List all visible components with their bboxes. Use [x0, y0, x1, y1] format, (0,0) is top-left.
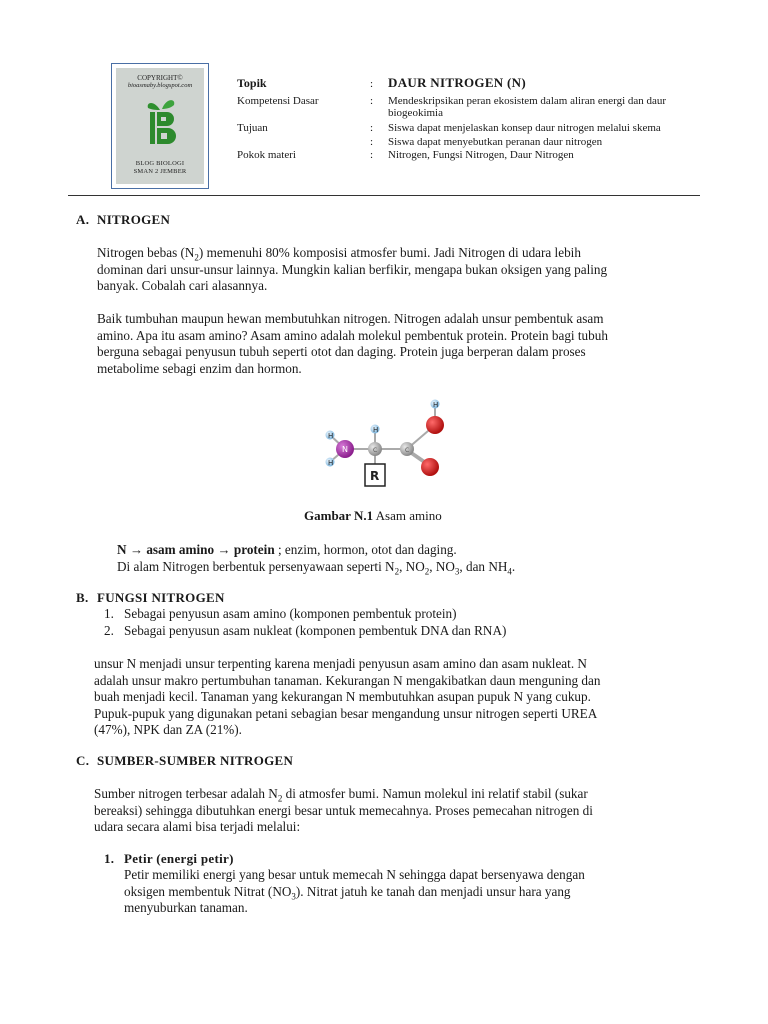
header-colon: : — [370, 149, 374, 161]
text-run: Sumber nitrogen terbesar adalah N — [94, 786, 278, 801]
section-b-paragraph — [94, 656, 704, 739]
subscript: 3 — [454, 566, 460, 577]
list-number: 2. — [104, 623, 114, 638]
section-b-marker: B. — [76, 590, 89, 605]
atom-label-h: H — [433, 401, 439, 409]
para1-line2: dominan dari unsur-unsur lainnya. Mungkin kalian berfikir, mengapa bukan oksigen yang paling — [97, 261, 608, 277]
paragraph-line: adalah unsur makro pertumbuhan tanaman. Kekurangan N mengakibatkan daun menguning dan — [94, 672, 601, 688]
paragraph-line: unsur N menjadi unsur terpenting karena menjadi penyusun asam amino dan asam nukleat. N — [94, 656, 587, 671]
para1-line1 — [97, 245, 697, 262]
subsection-paragraph — [124, 867, 704, 917]
paragraph-line: udara secara alami bisa terjadi melalui: — [94, 819, 301, 834]
section-c-paragraph — [94, 786, 704, 836]
subscript: 2 — [277, 793, 283, 804]
header-colon: : — [370, 122, 374, 134]
section-a-title: NITROGEN — [97, 212, 171, 227]
subscript: 2 — [424, 566, 430, 577]
header-value-kompetensi: Mendeskripsikan peran ekosistem dalam aliran energi dan daur biogeokimia — [388, 95, 667, 119]
header-divider — [68, 195, 700, 196]
subscript: 2 — [394, 566, 400, 577]
oxygen-atom — [421, 458, 439, 476]
caption-text: Asam amino — [373, 508, 442, 523]
header-value-pokok: Nitrogen, Fungsi Nitrogen, Daur Nitrogen — [388, 149, 574, 161]
logo-panel — [116, 68, 204, 184]
text-run: oksigen membentuk Nitrat (NO — [124, 883, 292, 899]
paragraph-line: Pupuk-pupuk yang digunakan petani sebagian besar mengandung unsur nitrogen seperti UREA — [94, 705, 598, 721]
nitrogen-chain — [117, 542, 697, 559]
section-c-title: SUMBER-SUMBER NITROGEN — [97, 753, 294, 768]
subscript: 3 — [291, 891, 296, 902]
blog-logo — [111, 63, 209, 189]
atom-label-h: H — [373, 426, 379, 434]
caption-bold: Gambar N.1 — [304, 508, 374, 523]
header-colon: : — [370, 78, 374, 90]
atom-label-c: C — [405, 447, 410, 454]
atom-label-n: N — [342, 445, 348, 454]
subscript: 4 — [507, 566, 512, 577]
header-colon: : — [370, 95, 374, 107]
header-value-tujuan-2: Siswa dapat menyebutkan peranan daur nitrogen — [388, 136, 603, 148]
paragraph-line — [94, 786, 704, 803]
list-item: Sebagai penyusun asam amino (komponen pembentuk protein) — [124, 606, 457, 621]
text-run: ) memenuhi 80% komposisi atmosfer bumi. Jadi Nitrogen di udara lebih — [198, 245, 581, 260]
atom-label-h: H — [328, 459, 334, 467]
header-value-topik: DAUR NITROGEN (N) — [388, 75, 526, 90]
list-item: Sebagai penyusun asam nukleat (komponen pembentuk DNA dan RNA) — [124, 623, 507, 638]
section-b-title: FUNGSI NITROGEN — [97, 590, 225, 605]
text-run: , NO — [429, 559, 455, 574]
header-key-pokok: Pokok materi — [237, 149, 296, 161]
paragraph-line: (47%), NPK dan ZA (21%). — [94, 722, 242, 737]
header-key-kompetensi: Kompetensi Dasar — [237, 95, 319, 107]
header-key-tujuan: Tujuan — [237, 122, 268, 134]
text-run: ). Nitrat jatuh ke tanah dan menjadi unsur hara yang — [295, 883, 571, 899]
paragraph-line: Petir memiliki energi yang besar untuk memecah N sehingga dapat bersenyawa dengan — [124, 867, 585, 882]
text-run: , dan NH — [459, 559, 508, 574]
arrow-right-icon: → — [217, 542, 231, 557]
atom-label-h: H — [328, 432, 334, 440]
subsection-title: Petir (energi petir) — [124, 851, 234, 866]
oxygen-atom — [426, 416, 444, 434]
paragraph-line: menyuburkan tanaman. — [124, 900, 248, 915]
alam-line — [117, 559, 697, 576]
text-run: Nitrogen bebas (N — [97, 245, 195, 260]
para2-line1: Baik tumbuhan maupun hewan membutuhkan nitrogen. Nitrogen adalah unsur pembentuk asam — [97, 311, 604, 326]
chain-rest: ; enzim, hormon, otot dan daging. — [274, 542, 457, 557]
subscript: 2 — [194, 252, 199, 263]
arrow-right-icon: → — [129, 542, 144, 557]
section-a-marker: A. — [76, 212, 90, 227]
logo-caption-line1: BLOG BIOLOGI — [135, 160, 185, 167]
para2-line4: metabolime sebagi enzim dan hormon. — [97, 360, 302, 376]
chain-protein: protein — [233, 542, 275, 557]
leaf-b-logo-icon — [144, 96, 178, 148]
amino-acid-figure — [315, 392, 455, 492]
logo-site-text: bioasmaby.blogspot.com — [127, 82, 193, 89]
paragraph-line: buah menjadi kecil. Tanaman yang kekurangan N membutuhkan asupan pupuk N yang cukup. — [94, 689, 591, 704]
paragraph-line: bereaksi) sehingga dibutuhkan energi besar untuk memecahnya. Proses pemecahan nitrogen di — [94, 802, 593, 818]
para2-line2: amino. Apa itu asam amino? Asam amino adalah molekul pembentuk protein. Protein bagi tubuh — [97, 327, 608, 343]
logo-caption-line2: SMAN 2 JEMBER — [133, 168, 187, 175]
text-run: . — [511, 559, 516, 574]
text-run: di atmosfer bumi. Namun molekul ini relatif stabil (sukar — [282, 786, 588, 801]
para1-line3: banyak. Cobalah cari alasannya. — [97, 278, 268, 293]
header-key-topik: Topik — [237, 76, 267, 90]
list-number: 1. — [104, 606, 114, 621]
logo-copyright — [116, 74, 204, 90]
paragraph-line — [124, 884, 704, 901]
atom-label-c: C — [373, 447, 378, 454]
r-group-label: R — [370, 469, 380, 483]
section-c-marker: C. — [76, 753, 90, 768]
section-a-paragraph-2 — [97, 311, 697, 377]
logo-copyright-text: COPYRIGHT© — [137, 74, 183, 82]
subsection-number: 1. — [104, 851, 115, 866]
section-a-paragraph-1 — [97, 245, 697, 295]
header-colon: : — [370, 136, 374, 148]
figure-caption — [304, 508, 442, 524]
header-value-tujuan: Siswa dapat menjelaskan konsep daur nitrogen melalui skema — [388, 122, 661, 134]
text-run: Di alam Nitrogen berbentuk persenyawaan seperti N — [117, 559, 395, 574]
text-run: , NO — [399, 559, 425, 574]
logo-caption — [116, 160, 204, 176]
chain-asam-amino: asam amino — [146, 542, 215, 557]
para2-line3: berguna sebagai penyusun tubuh seperti otot dan daging. Protein juga berperan dalam proses — [97, 344, 586, 359]
chain-n: N — [117, 542, 127, 557]
